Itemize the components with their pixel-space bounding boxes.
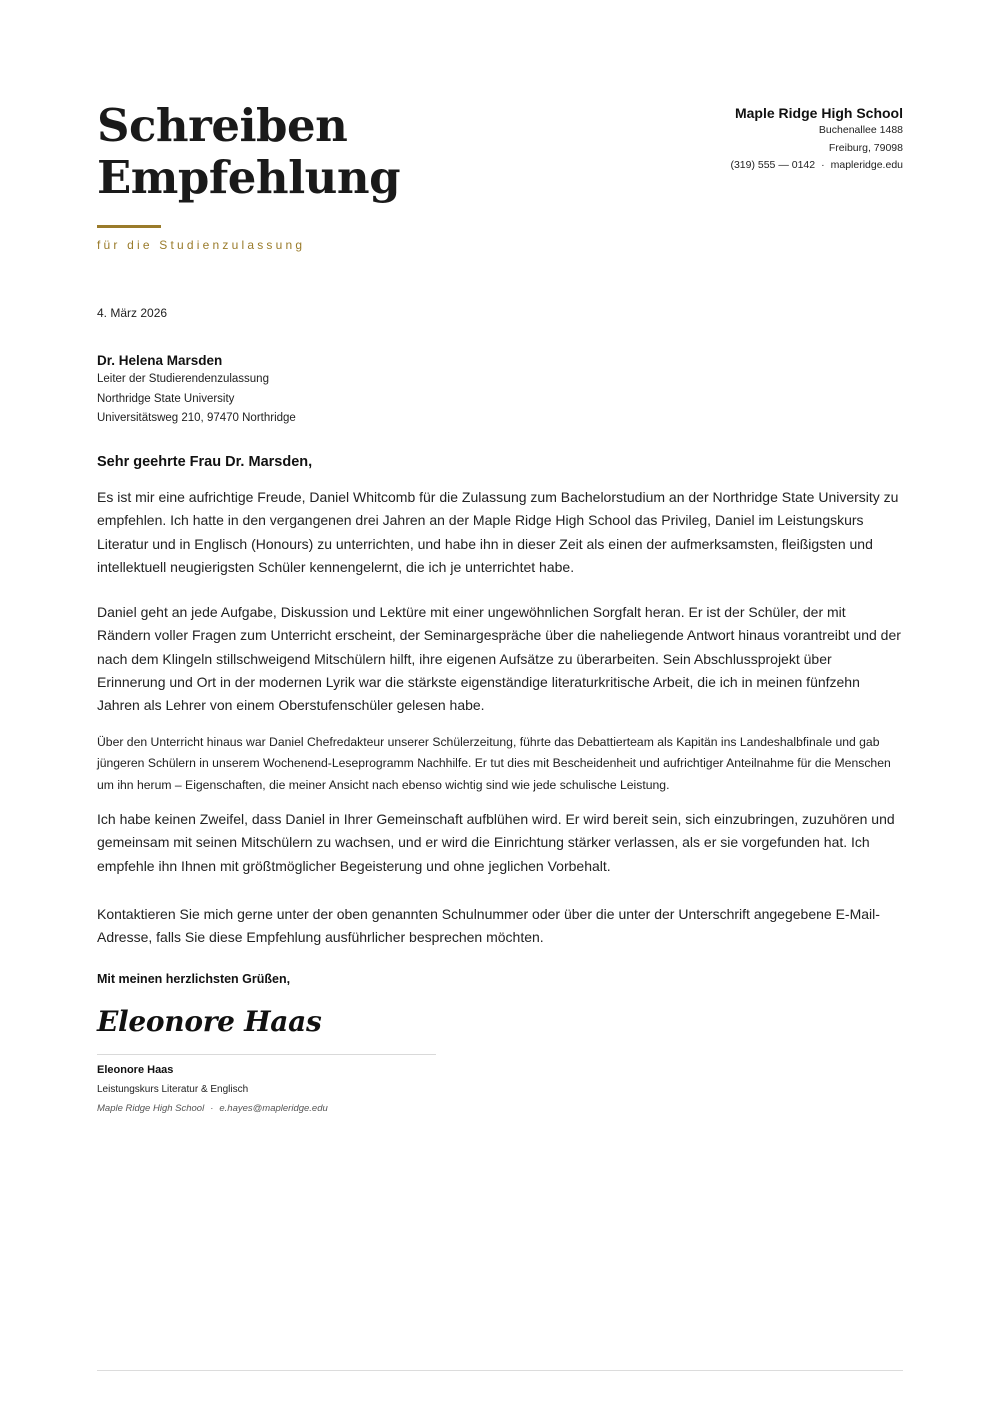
school-website[interactable]: mapleridge.edu [830, 159, 903, 171]
school-info [730, 104, 903, 175]
recipient-block [97, 352, 296, 429]
school-contact [730, 157, 903, 175]
closing: Mit meinen herzlichsten Grüßen, [97, 971, 291, 986]
letter-header [97, 100, 903, 260]
body-paragraph: Es ist mir eine aufrichtige Freude, Daniel Whitcomb für die Zulassung zum Bachelorstudium an der Northridge State University zu empfehlen. Ich hatte in den vergangenen drei Jahren an der Maple Ridge High School das Privileg, Daniel im Leistungskurs Literatur und in Englisch (Honours) zu unterrichten, und habe ihn in dieser Zeit als einen der aufmerksamsten, fleißigsten und intellektuell neugierigsten Schüler kennengelernt, die ich je unterrichtet habe. [97, 489, 899, 575]
footer-rule [97, 1370, 903, 1371]
letter-date: 4. März 2026 [97, 306, 168, 320]
signer-contact [97, 1100, 903, 1118]
school-name: Maple Ridge High School [734, 105, 903, 121]
signer-separator: · [210, 1102, 214, 1114]
title-accent-rule [97, 225, 161, 228]
salutation: Sehr geehrte Frau Dr. Marsden, [97, 454, 313, 470]
school-phone: (319) 555 — 0142 [730, 159, 816, 171]
title-line-1: Schreiben [97, 99, 348, 152]
recipient-address: Universitätsweg 210, 97470 Northridge [97, 412, 296, 424]
signer-title: Leistungskurs Literatur & Englisch [97, 1083, 249, 1095]
body-paragraph: Über den Unterricht hinaus war Daniel Chefredakteur unserer Schülerzeitung, führte das Debattierteam als Kapitän ins Landeshalbfinale und gab jüngeren Schülern in unserem Wochenend-Leseprogramm Nachhilfe. Er tut dies mit Bescheidenheit und aufrichtiger Anteilnahme für die Menschen um ihn herum – Eigenschaften, die meiner Ansicht nach ebenso wichtig sind wie jede schulische Leistung. [97, 734, 891, 792]
letter-title [97, 100, 400, 204]
signer-name: Eleonore Haas [97, 1063, 174, 1076]
letter-page [97, 0, 903, 1415]
signature-script: Eleonore Haas [97, 1004, 322, 1038]
title-line-2: Empfehlung [97, 151, 401, 204]
body-paragraph: Daniel geht an jede Aufgabe, Diskussion und Lektüre mit einer ungewöhnlichen Sorgfalt heran. Er ist der Schüler, der mit Rändern voller Fragen zum Unterricht erscheint, der Seminargespräche über die naheliegende Antwort hinaus vorantreibt und der nach dem Klingeln stillschweigend Mitschülern hilft, ihre eigenen Aufsätze zu überarbeiten. Sein Abschlussprojekt über Erinnerung und Ort in der modernen Lyrik war die stärkste eigenständige literaturkritische Arbeit, die ich in meinen fünfzehn Jahren als Lehrer von einem Oberstufenschüler gelesen habe. [97, 604, 901, 714]
contact-separator: · [821, 159, 825, 171]
signature-rule [97, 1054, 436, 1055]
letter-subtitle: für die Studienzulassung [97, 238, 306, 252]
recipient-institution: Northridge State University [97, 392, 235, 405]
signer-email[interactable]: e.hayes@mapleridge.edu [219, 1102, 328, 1114]
signer-school: Maple Ridge High School [97, 1102, 205, 1114]
recipient-name: Dr. Helena Marsden [97, 353, 223, 368]
school-street: Buchenallee 1488 [818, 124, 903, 136]
letter-body [97, 452, 903, 1118]
body-paragraph: Ich habe keinen Zweifel, dass Daniel in Ihrer Gemeinschaft aufblühen wird. Er wird bereit sein, sich einzubringen, zuzuhören und gemeinsam mit seinen Mitschülern zu wachsen, und er wird die Einrichtung stärker verlassen, als er sie vorgefunden hat. Ich empfehle ihn Ihnen mit größtmöglicher Begeisterung und ohne jeglichen Vorbehalt. [97, 811, 895, 874]
recipient-role: Leiter der Studierendenzulassung [97, 373, 269, 385]
body-paragraph: Kontaktieren Sie mich gerne unter der oben genannten Schulnummer oder über die unter der Unterschrift angegebene E-Mail-Adresse, falls Sie diese Empfehlung ausführlicher besprechen möchten. [97, 906, 880, 946]
school-city: Freiburg, 79098 [828, 141, 903, 154]
